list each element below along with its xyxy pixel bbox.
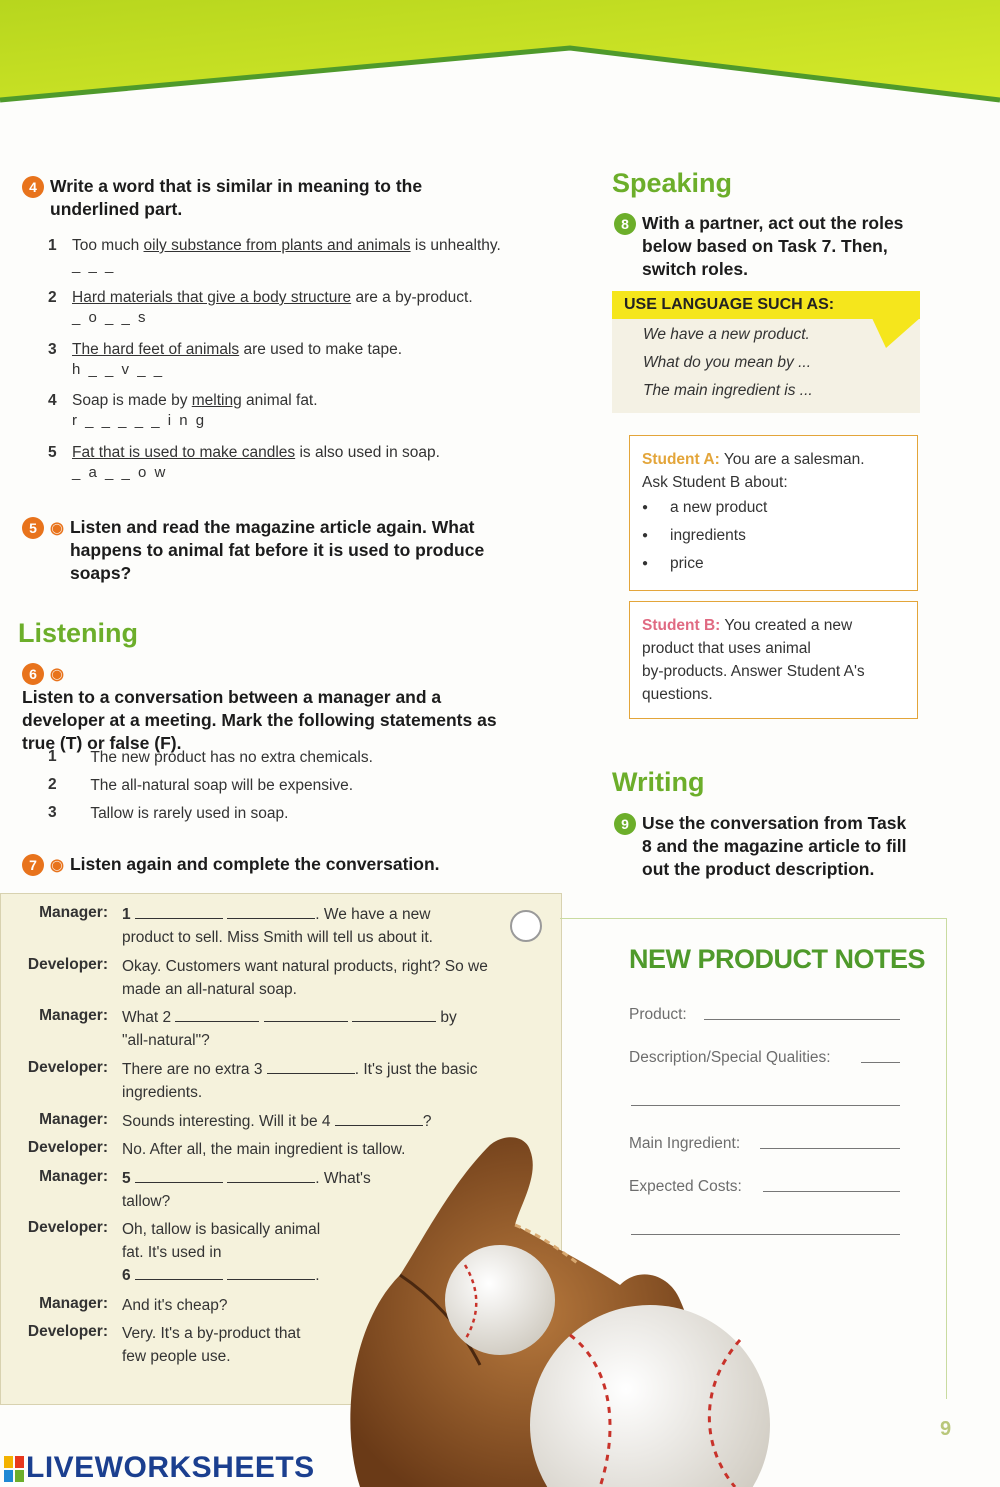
answer-blank[interactable]	[335, 1111, 423, 1126]
expected-costs-input-line2[interactable]	[631, 1234, 900, 1235]
answer-blank[interactable]	[227, 904, 315, 919]
writing-title: Writing	[612, 767, 705, 797]
task9-instruction: 9 Use the conversation from Task 8 and the magazine article to fill out the product description.	[614, 812, 924, 881]
main-ingredient-label: Main Ingredient:	[629, 1135, 741, 1152]
speaker-manager: Manager:	[39, 904, 108, 921]
conv-line-3: What 2 by "all-natural"?	[122, 1009, 457, 1049]
speaker-developer: Developer:	[27, 1139, 108, 1156]
speaker-manager: Manager:	[39, 1295, 108, 1312]
conv-line-10: Very. It's a by-product that few people use.	[122, 1325, 301, 1365]
task6-instruction: 6 ◉Listen to a conversation between a manager and a developer at a meeting. Mark the following statements as true (T) or false (F).	[22, 662, 562, 755]
conv-line-2: Okay. Customers want natural products, right? So we made an all-natural soap.	[122, 958, 488, 998]
bullet-item: ● price	[642, 550, 905, 578]
audio-icon: ◉	[50, 520, 64, 537]
task6-item-1: 1 The new product has no extra chemicals.	[48, 748, 373, 766]
answer-blank[interactable]	[135, 1265, 223, 1280]
hint[interactable]: _ _ _	[72, 257, 116, 274]
conv-line-4: There are no extra 3 . It's just the basic ingredients.	[122, 1061, 478, 1101]
language-phrase: The main ingredient is ...	[643, 382, 813, 399]
notes-title: NEW PRODUCT NOTES	[629, 944, 926, 974]
conv-line-8: Oh, tallow is basically animal fat. It's used in 6 .	[122, 1221, 321, 1284]
expected-costs-input[interactable]	[763, 1191, 900, 1192]
student-b-card: Student B: You created a new product that uses animal by-products. Answer Student A's questions.	[629, 601, 918, 719]
task4-number: 4	[22, 176, 44, 198]
speaker-developer: Developer:	[27, 1323, 108, 1340]
answer-blank[interactable]	[175, 1007, 259, 1022]
task5-instruction: 5 ◉ Listen and read the magazine article again. What happens to animal fat before it is used to produce soaps?	[22, 516, 562, 585]
description-label: Description/Special Qualities:	[629, 1049, 831, 1066]
product-input[interactable]	[704, 1019, 900, 1020]
audio-icon: ◉	[50, 666, 64, 683]
tag-hole-icon	[510, 910, 542, 942]
expected-costs-label: Expected Costs:	[629, 1178, 742, 1195]
task4-item-5: 5 Fat that is used to make candles is also used in soap. _ a _ _ o w	[48, 443, 568, 483]
speaking-title: Speaking	[612, 168, 733, 198]
answer-blank[interactable]	[264, 1007, 348, 1022]
language-phrase: We have a new product.	[643, 326, 810, 343]
task6-number: 6	[22, 663, 44, 685]
answer-blank[interactable]	[227, 1168, 315, 1183]
description-input-line2[interactable]	[631, 1105, 900, 1106]
student-b-label: Student B:	[642, 617, 721, 634]
task7-instruction: 7 ◉ Listen again and complete the conversation.	[22, 853, 562, 877]
task4-instruction: 4 Write a word that is similar in meaning to the underlined part.	[22, 175, 562, 221]
speaker-manager: Manager:	[39, 1168, 108, 1185]
product-label: Product:	[629, 1006, 687, 1023]
bullet-item: ● a new product	[642, 494, 905, 522]
liveworksheets-logo[interactable]: LIVEWORKSHEETS	[26, 1451, 315, 1484]
task6-item-2: 2 The all-natural soap will be expensive.	[48, 776, 354, 794]
conv-line-5: Sounds interesting. Will it be 4 ?	[122, 1113, 432, 1130]
answer-blank[interactable]	[135, 1168, 223, 1183]
listening-title: Listening	[18, 618, 138, 648]
top-banner	[0, 0, 1000, 110]
task8-number: 8	[614, 213, 636, 235]
task4-item-3: 3 The hard feet of animals are used to make tape. h _ _ v _ _	[48, 340, 568, 380]
logo-icon	[4, 1456, 24, 1482]
task4-item-4: 4 Soap is made by melting animal fat. r _ _ _ _ _ i n g	[48, 391, 568, 431]
hint[interactable]: h _ _ v _ _	[72, 361, 165, 378]
speaker-manager: Manager:	[39, 1007, 108, 1024]
hint[interactable]: r _ _ _ _ _ i n g	[72, 412, 207, 429]
use-language-heading: USE LANGUAGE SUCH AS:	[612, 291, 920, 319]
main-ingredient-input[interactable]	[760, 1148, 900, 1149]
speech-pointer-icon	[872, 318, 920, 348]
description-input[interactable]	[861, 1062, 900, 1063]
speaker-developer: Developer:	[27, 1059, 108, 1076]
product-notes-panel	[560, 918, 947, 1399]
task6-item-3: 3 Tallow is rarely used in soap.	[48, 804, 289, 822]
page-number: 9	[940, 1418, 952, 1440]
task8-instruction: 8 With a partner, act out the roles below based on Task 7. Then, switch roles.	[614, 212, 924, 281]
answer-blank[interactable]	[352, 1007, 436, 1022]
conv-line-6: No. After all, the main ingredient is tallow.	[122, 1141, 406, 1158]
conv-line-1: 1 . We have a new product to sell. Miss Smith will tell us about it.	[122, 906, 433, 946]
speaker-developer: Developer:	[27, 1219, 108, 1236]
language-phrase: What do you mean by ...	[643, 354, 812, 371]
conv-line-9: And it's cheap?	[122, 1297, 228, 1314]
speaker-manager: Manager:	[39, 1111, 108, 1128]
answer-blank[interactable]	[135, 904, 223, 919]
task4-item-1: 1 Too much oily substance from plants and animals is unhealthy. _ _ _	[48, 236, 568, 276]
task9-number: 9	[614, 813, 636, 835]
student-a-label: Student A:	[642, 451, 720, 468]
answer-blank[interactable]	[267, 1059, 355, 1074]
audio-icon: ◉	[50, 857, 64, 874]
hint[interactable]: _ a _ _ o w	[72, 464, 168, 481]
task4-item-2: 2 Hard materials that give a body structure are a by-product. _ o _ _ s	[48, 288, 568, 328]
task5-number: 5	[22, 517, 44, 539]
hint[interactable]: _ o _ _ s	[72, 309, 148, 326]
student-a-card: Student A: You are a salesman. Ask Student B about: ● a new product ● ingredients ● price	[629, 435, 918, 591]
bullet-item: ● ingredients	[642, 522, 905, 550]
task7-number: 7	[22, 854, 44, 876]
answer-blank[interactable]	[227, 1265, 315, 1280]
speaker-developer: Developer:	[27, 956, 108, 973]
conv-line-7: 5 . What's tallow?	[122, 1170, 371, 1210]
